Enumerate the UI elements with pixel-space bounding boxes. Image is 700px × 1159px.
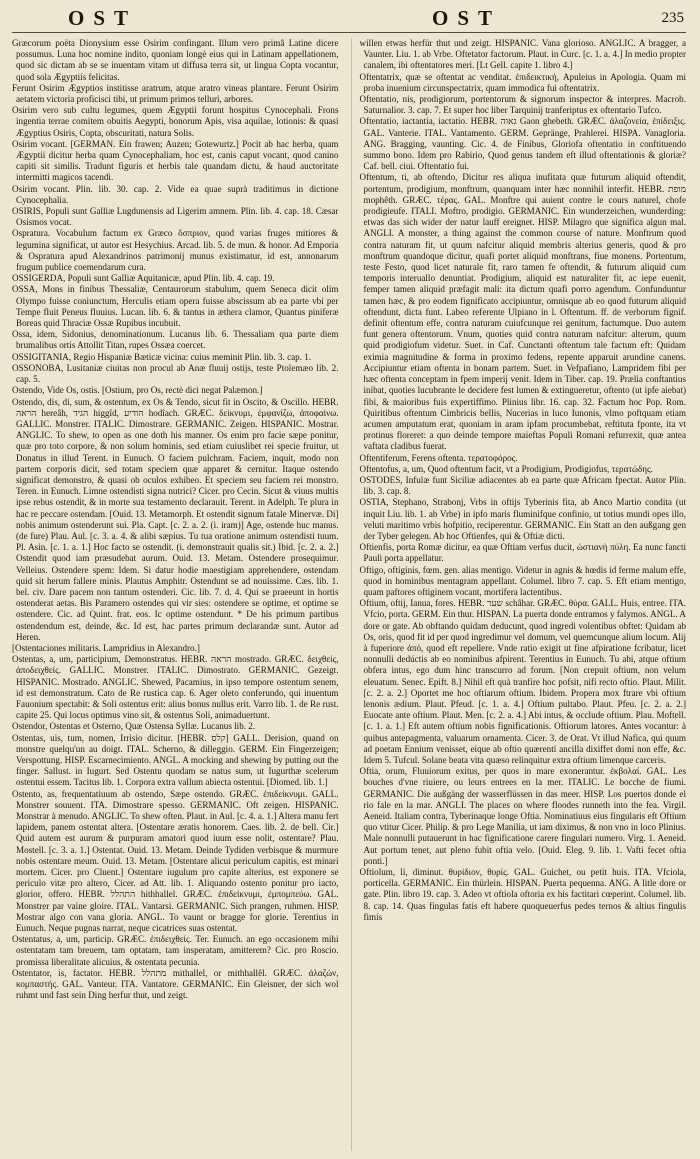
dictionary-entry: Ostentas, uis, tum, nomen, Irrisio dicitur. [HEBR. קלס] GALL. Derision, quand on monstre quelqu'un au doigt. ITAL. Scherno, & dilleggio. GERM. Ein Fingerzeigen; Verspottung. HISP. Escarnecimiento. ANGL. A mocking and shewing by putting out the finger. Sallust. in Iugurt. Sed Ostentu quodam se natus sum, ut Iugurthæ scelerum ostentui essem. Tacitus lib. 1. Corpora extra vallum abiecta ostentui. [Diomed. lib. 1.] — [12, 732, 339, 788]
dictionary-entry: Ostendo, Vide Os, ostis. [Ostium, pro Os, rectè dici negat Palæmon.] — [12, 385, 263, 396]
dictionary-entry: Ferunt Osirim Ægyptios institisse aratrum, atque aratro vineas plantare. Ferunt Osirim aetatem victoria proficisci tibi, ut primum primos telluri, arbores. — [12, 82, 339, 105]
dictionary-entry: Ostendo, dis, di, sum, & ostentum, ex Os & Tendo, sicut fit in Oscito, & Oscillo. HEBR. הראה hereâh, הגיד higgîd, הודיע hodîach. GRÆC. δείκνυμι, ἐμφανίζω, ἀποφαίνω. GALLIC. Monstrer. ITALIC. Dimostrare. GERMANIC. Zeigen. HISPANIC. Mostrar. ANGLIC. To shew, to open as one doth his manner. Os enim pro facie sæpe ponitur, quæ pro toto corpore, & non solum hominis, sed etiam cuiuslibet rei specie fruitur, ut Donatus in illud Terent. in Eunuch. O faciem pulchram. Faciem, inquit, modo non partem corporis dicit, sed totam speciem quæ apparet & cernitur. Itaque ostendo significat demonstro, & quasi ob oculos exhibeo. Et speciem seu faciem rei monstro. Teren. in Eunuch. Limne ostendisti signa nutrici? Cicer. pro Cecin. Sicut & viuus multis ipse rebus ostendit, & in morte sua testamento declarauit. Terent. in Adelph. Te plura in hac re peccare ostendam. [Ouid. 13. Metamorph. Et ostendit signum fatale Minervæ. Di] nobis animum ostenderunt sui. Pla. Capt. [c. 2. a. 2. (i. iram)] Age, ostende huc manus. (de fure) Plau. Aul. [c. 3. a. 4. & alibi sæpius. Tu tua oratione animum ostendisti tuum. Pl. Asin. [c. 1. a. 1.] Hoc facto se ostendit. (i. demonstrauit qualis sit.) Ibid. [c. 2. a. 2.] Ostendit quod iam præsudebat aurum. Ouid. 13. Metam. Ostendere prosequimur. Velleius. Ostendere spem: Idem. Si datur hodie maestigiam apprehendere, ostendam quid sit herum fallere minis. Plautus Amphitr. Ostendunt se ad nouissime. Cæs. lib. 1. bel. civ. Dare pacem non tantum ostenderi. Cic. lib. 7. d. 4. Qui se praeeunt in hortis ostenderat aetas. Bis Paramero ostendes qui vir sies: ostendere se optime, et optime se ostendere. Cic. ad Quint. frat. eos. Ic optime ostendunt. * De his primum partibus ostendendum est, deinde, &c. Id est, hac partes primum declarandæ sunt. Autor ad Heren. — [12, 396, 339, 642]
dictionary-entry: Osirim vocant. [GERMAN. Ein frawen; Auzen; Gotewurtz.] Pocit ab hac herba, quam Ægyptii dicitur herba quam Cynocephaliam, hoc est, canis caput vocant, quod canino capiti sit similis. Tradunt figuris et herbis tale quandam dictu, & haud auctoritate intermitti magicos tacendi. — [12, 138, 339, 183]
dictionary-entry: Osirim vero sub cultu legumes, quem Ægyptii forunt hospitus Cynocephali. Frons ingentia terrae comitem obuitis Aegypti, bonorum Apis, visa aquilae, lotionis: & quasi Ægyptius Osiris, Copta, obscuritati, natura Solis. — [12, 105, 339, 138]
dictionary-entry: Oftentofus, a, um, Quod oftentum facit, vt a Prodigium, Prodigiofus, τερατώδης. — [359, 463, 653, 474]
page-number: 235 — [661, 10, 684, 26]
dictionary-entry: Ostendor, Ostentas et Osterno, Quæ Ostensa Syllæ. Lucanus lib. 2. — [12, 721, 256, 732]
dictionary-entry: Oftiolum, li, diminut. θυρίδιον, θυρίς. GAL. Guichet, ou petit huis. ITA. Vfciola, porticella. GERMANIC. Ein thürlein. HISPAN. Puerta pequenna. ANG. A litle dore or gate. Plin. libro 19. cap. 3. Adeo vt oftiola oftoria ex his factitari cœperint. Columel. lib. 8. cap. 14. Quas fingulas fatis eft habere quoqueuerfus pedes ternos & altius fingulis fimis — [359, 867, 686, 922]
dictionary-entry: OSTIA, Stephano, Strabonj, Vrbs in oftijs Tyberinis fita, ab Anco Martio condita (ut inquit Liu. lib. 1. ab Vrbe) in ipfo maris fluminifque confinio, ut totius mundi opes illo, veluti maritimo vrbis hofpitio, reciperentur. GERMANIC. Ein Statt an den außgang gen der Tyber gelegen. Ab hoc Oftienfes, qui & Oftiæ dicti. — [359, 497, 686, 541]
dictionary-entry: Oftentum, ti, ab oftendo, Dicitur res aliqua inufitata quæ futurum aliquid oftendit, portentum, prodigium, monftrum, quanquam inter hæc nonnihil interfit. HEBR. מופת mophêth. GRÆC. τέρας. GAL. Monftre qui auient contre le cours naturel, chofe prodigieufe. ITALI. Moftro, prodigio. GERMANIC. Ein wunderzeichen, wunderding: etwas das sich wider der natur lauff ereignet. HISP. Milagro que significa algun mal. ANGLI. A monster, a thing against the common course of nature. Monftrum quod contra naturam fit, ut quum nafcitur aliquid membris alterius generis, quod & pro monftrum quandoque dicitur, quafi portet aliquid monftrans, fiue monens. Portentum, teste Festo, quod licet naturale fit, raro tamen fe oftendit, & futurum aliquid cum temporis interuallo denuntiat. Prodigium, aliquid est naturaliter fit, ac iepe euenit, femper tamen aliquid præfagit mali: ita dictum quafi porro agendum. Confunduntur tamen hæc, & pro eodem fignificato accipiuntur, omnisque ab eo quod futurum aliquid oftendunt, dicta funt. Labeo referente Ulpiano in l. Oftentum. ff. de verborum fignif. definit oftentum effe, contra naturam cuiufcunque rei genitum, factumque. Duo autem funt genera oftentorum. Vnum, quoties quid contra naturam nafcitur: alterum, quum quid prodigiofum videtur. Suet. in Caf. Cunctanti oftentum tale factum eft: Quidam eximia magnitudine & forma in proximo fedens, repente apparuit arundine canens. Accipiuntur etiam oftenta in bonam partem. Suet. in Vefpafiano, Lampridem fibi per hæc oftenta conceptam in fpem imperij venit. Idem in Tiber. cap. 19. Prælia conftantius inibat, quoties lucubrante le decidere fest lumen & extingueretur, oftento (ut ipfe aiebat) fibi, & maioribus fuis expertiffimo. Plinius libr. 16. cap. 32. Factum hoc Pop. Rom. Quiritibus oftentum Cimbricis bellis, Nucerias in luco Iunonis, vlmo poftquam etiam acumen amputatum erat, quoniam in aram ipfam procumbebat, reftituta fponte, ita vt protinus floreret: a quo deinde tempore maieftas Populi Romani refurrexit, quæ antea vaftata cladibus fuerat. — [359, 172, 686, 452]
running-header — [12, 6, 686, 33]
dictionary-entry: Ossa, idem, Sidonius, denominationum. Lucanus lib. 6. Thessaliam qua parte diem brumalibus ortis Attollit Titan, rupes Ossæa coercet. — [12, 329, 339, 351]
dictionary-entry: Ostentas, a, um, participium, Demonstratus. HEBR. הראה mostrado. GRÆC. δειχθείς, ἀποδειχθείς. GALLIC. Monstrer. ITALIC. Dimostrato. GERMANIC. Gezeigt. HISPANIC. Mostrado. ANGLIC. Shewed, Pacamius, in ipso tempore ostentum senem, id est demonstratum. Cato de Re rustica cap. 6. Ager oleto conferundo, qui inuentum Fauonium spectabit: & Soli ostentus erit: alius bonus nullus erit. Varro lib. 1. de Re rust. capite 25. Qui locus optimus vino sit, & ostentus Soli, animaduertunt. — [12, 654, 339, 721]
dictionary-entry: OSSIGERDA, Populi sunt Galliæ Aquitanicæ, apud Plin. lib. 4. cap. 19. — [12, 273, 275, 284]
dictionary-entry: Oftentatio, iactantia, iactatio. HEBR. גאוה Gaon ghebeth. GRÆC. ἀλαζονεία, ἐπίδειξις. GAL. Vanterie. ITAL. Vantamento. GERM. Gepränge, Prahlerei. HISPA. Vanagloria. ANG. Bragging, vaunting. Cic. 4. de Finibus, Gloriofa oftentatio in conftituendo summo bono. Idem pro Rabirio, Quod genus tandem eft illud oftentationis & gloriæ? Caf. bell. ciui. Oftentatio fui. — [359, 116, 686, 172]
left-headword: OST — [68, 6, 138, 30]
columns — [12, 38, 686, 1151]
dictionary-entry: Oftienfis, porta Romæ dicitur, ea quæ Oftiam verfus ducit, ὠστιανὴ πύλη. Ea nunc fancti Pauli porta appellatur. — [359, 542, 686, 564]
dictionary-entry: OSSONOBA, Lusitaniæ ciuitas non procul ab Anæ fluuij ostijs, teste Ptolemæo lib. 2. cap. 5. — [12, 362, 339, 385]
dictionary-entry: willen etwas herfür thut und zeigt. HISPANIC. Vana glorioso. ANGLIC. A bragger, a Vaunter. Liu. 1. ab Vrbe. Oftetator factorum. Plaut. in Curc. [c. 1. a. 4.] In medio propter canalem, ibi oftentatores meri. [Lt Gell. capite 1. libro 4.] — [359, 38, 686, 71]
dictionary-entry: OSSIGITANIA, Regio Hispaniæ Bæticæ vicina: cuius meminit Plin. lib. 3. cap. 1. — [12, 351, 312, 362]
dictionary-entry: OSTODES, Infulæ funt Siciliæ adiacentes ab ea parte quæ Africam fpectat. Autor Plin. lib. 3. cap. 8. — [359, 474, 686, 497]
left-column — [12, 38, 339, 1151]
dictionary-entry: Oftentatio, nis, prodigiorum, portentorum & signorum inspector & interpres. Macrob. Saturnalior. 3. cap. 7. Et super hoc liber Tarquinij tranferiptus ex oftentario Tufco. — [359, 94, 686, 116]
dictionary-entry: OSIRIS, Populi sunt Galliæ Lugdunensis ad Ligerim amnem. Plin. lib. 4. cap. 18. Cæsar Osismos vocat. — [12, 206, 339, 228]
dictionary-entry: Græcorum poëta Dionysium esse Osirim confingant. Illum vero primâ Latine dicere possumus. Luna hoc nomine indito, quoniam longè eius qui in Latinam appellationem, quod sic dictam ab se se inuentam vitam ut diffusa terra sit, ut lingua Copta vocantur, quod sola Ægyptiis felicitas. — [12, 38, 339, 82]
dictionary-entry: Ospratura. Vocabulum factum ex Græco ὄσπριον, quod varias fruges mitiores & legumina significat, ut autor est Hesychius. Arcad. lib. 5. de mun. & honor. Ad Emporia & Ospratura apud Alexandrinos patrimonij munus existimatur, id est, annonarum frugum publice coemendarum cura. — [12, 228, 339, 273]
dictionary-entry: OSSA, Mons in finibus Thessaliæ, Centaurorum stabulum, quem Seneca dicit olim Olympo fuisse coniunctum, Herculis etiam opera fuisse abscissum ab ea parte vbi per Tempe fluit Peneus fluuius. Lucan. lib. 6. & tantus in æthera clamor, Quantus piniferæ Boreas quid Thraciæ Ossæ Rupibus incubuit. — [12, 284, 339, 329]
dictionary-entry: Ostento, as, frequentatiuum ab ostendo, Sæpe ostendo. GRÆC. ἐπιδείκνυμι. GALL. Monstrer souuent. ITA. Dimostrare spesso. GERMANIC. Oft zeigen. HISPANIC. Monstrar à menudo. ANGLIC. To shew often. Plaut. in Aul. [c. 4. a. 1.] Altera manu fert lapidem, panem ostentat altera. [Ostentare æratis honorem. Caes. lib. 2. de bell. Cir.] Quid autem est aurum & purpuram amatori quod iuum esse nolit, ostentare? Plau. Mostell. [c. 3. a. 1.] Ostentat. Ouid. 13. Metam. Deinde Tydiden verbisque & murmure nobis ostentare meum. Ouid. 13. Metam. [Ostentare alicui periculum capitis, est minari mortem. Cicer. pro Cluent.] Ostentare iugulum pro capite alterius, est exponere se periculo vitæ pro altero, Cicer. ad Att. lib. 1. Aliquando ostento ponitur pro iacto, glorior, offero. HEBR. התהלל hithhallel. GRÆC. ἐπιδείκνυμι, ἐμπομπεύω. GAL. Monstrer par vaine gloire. ITAL. Vantarsi. GERMANIC. Sich prangen, ruhmen. HISP. Mostrar algo con vana gloria. ANGL. To vaunt or bragge for glorie. Terentius in Eunuch. Neque pugnas narrat, neque cicatrices suas ostentat. — [12, 788, 339, 934]
dictionary-entry: Oftium, oftij, Ianua, fores. HEBR. שער schâhar. GRÆC. θύρα. GALL. Huis, entree. ITA. Vfcio, porta. GERM. Ein thur. HISPAN. La puerta donde entramos y falymos. ANGL. A dore or gate. Ab obftando quidam deducunt, quod ingredi volentibus obftet: Quidam ab Os, oris, quod fit id per quod ingredimur vel domum, vel quemcunque alium locum. Alij à fuperiore ἀπό, quod eft repellere. Vnde ratio exigit ut fine afpiratione fcribatur, licet nonnulli dedúctis ab eo nominibus afpirent. Terentius in Eunuch. Tu abi, atque oftium obfera intus, ego dum hinc transcurro ad forum. [Non crepuit oftium, non velum eleuatum. Senec. Epift. 8.] Nihil eft quà tranfire hoc pofsit, nifi recto oftio. Plaut. Milit. [c. 2. a. 2.] Oportet me hoc oftiarum oftium. Ibidem. Propera mox ftrare vbi oftium lenonis ædium. Plaut. Pfeud. [c. 1. a. 4.] Oftium pultabo. Plaut. Pfeu. [c. 2. a. 2.] Euocate ante oftium. Plaut. Men. [c. 2. a. 4.] Abi intus, & occlude oftium. Plau. Moftell. [c. 1. a. 1.] Eft autem oftium nobis fignificationis. Oftiorum latores. Antes vocantur: à quibus antepagmenta, valuarum ornamenta. Cicer. 3. de Orat. Vt illud Nafica, qui quum ad poetam Ennium venisset, eique ab oftio quærenti ancilla dixiffet domi non effe, &c. Idem 5. Tufcul. Solane beata vita quæso relinquitur extra oftium limenque carceris. — [359, 598, 686, 765]
dictionary-entry: Ostentatus, a, um, particip. GRÆC. ἐπιδειχθείς. Ter. Eunuch. an ego occasionem mihi ostentatam tam breuem, tam optatam, tam insperatam, amitterem? Cic. pro Roscio. promissa liberalitate alicuius, & ostentata pecunia. — [12, 934, 339, 967]
dictionary-entry: Oftentiferum, Ferens oftenta. τερατοφόρος. — [359, 452, 518, 463]
right-headword: OST — [432, 6, 502, 30]
dictionary-entry: Oftia, orum, Fluuiorum exitus, per quos in mare exonerantur. ἐκβολαί. GAL. Les bouches d'vne riuiere, ou leurs entrees en la mer. ITALIC. Le bocche de fiumi. GERMANIC. Die außgäng der wasserflüssen in das meer. HISP. Los puertos donde el rio fale en la mar. ANGLI. The places on where floodes runneth into the fea. Virgil. Aeneid. Italiam contra, Tyberinaque longe Oftia. Nominatiuus eius fingularis eft Oftium quo vtitur Cicer. Philip. & pro Lege Manilia, ut iam diximus, & non vno in loco Plinius. Male nonnulli putauerunt in hac fignificatione carere fingulari numero. Virg. 1. Aeneid. Aut portum tenet, aut pleno fubit oftia velo. [Ouid. Eleg. 9. lib. 1. Vafti fecet oftia ponti.] — [359, 766, 686, 866]
dictionary-entry: Oftigo, oftiginis, fœm. gen. alias mentigo. Videtur in agnis & hœdis id ferme malum effe, quod in hominibus mentagram appellant. Columel. libro 7. cap. 5. Eft etiam mentigo, quam paftores oftiginem vocant, mortifera lactentibus. — [359, 564, 686, 597]
dictionary-entry: Oftentatrix, quæ se oftentat ac venditat. ἐπιδεικτική, Apuleius in Apologia. Quam mi proba inuenium circunspectatrix, quam immodica fui oftentatrix. — [359, 71, 686, 93]
dictionary-entry: Ostentator, is, factator. HEBR. מתהלל mithallel, or mithhallêl. GRÆC. ἀλαζών, κομπαστής. GAL. Vanteur. ITA. Vantatore. GERMANIC. Ein Gleisner, der sich wol ruhmt und fast sein Ding herfur thut, und zeigt. — [12, 967, 339, 1001]
right-column — [351, 38, 687, 1151]
dictionary-entry: [Ostentaciones militaris. Lampridius in Alexandro.] — [12, 642, 200, 653]
dictionary-entry: Osirim vocant. Plin. lib. 30. cap. 2. Vide ea quae suprà traditimus in dictione Cynocephalia. — [12, 183, 339, 205]
